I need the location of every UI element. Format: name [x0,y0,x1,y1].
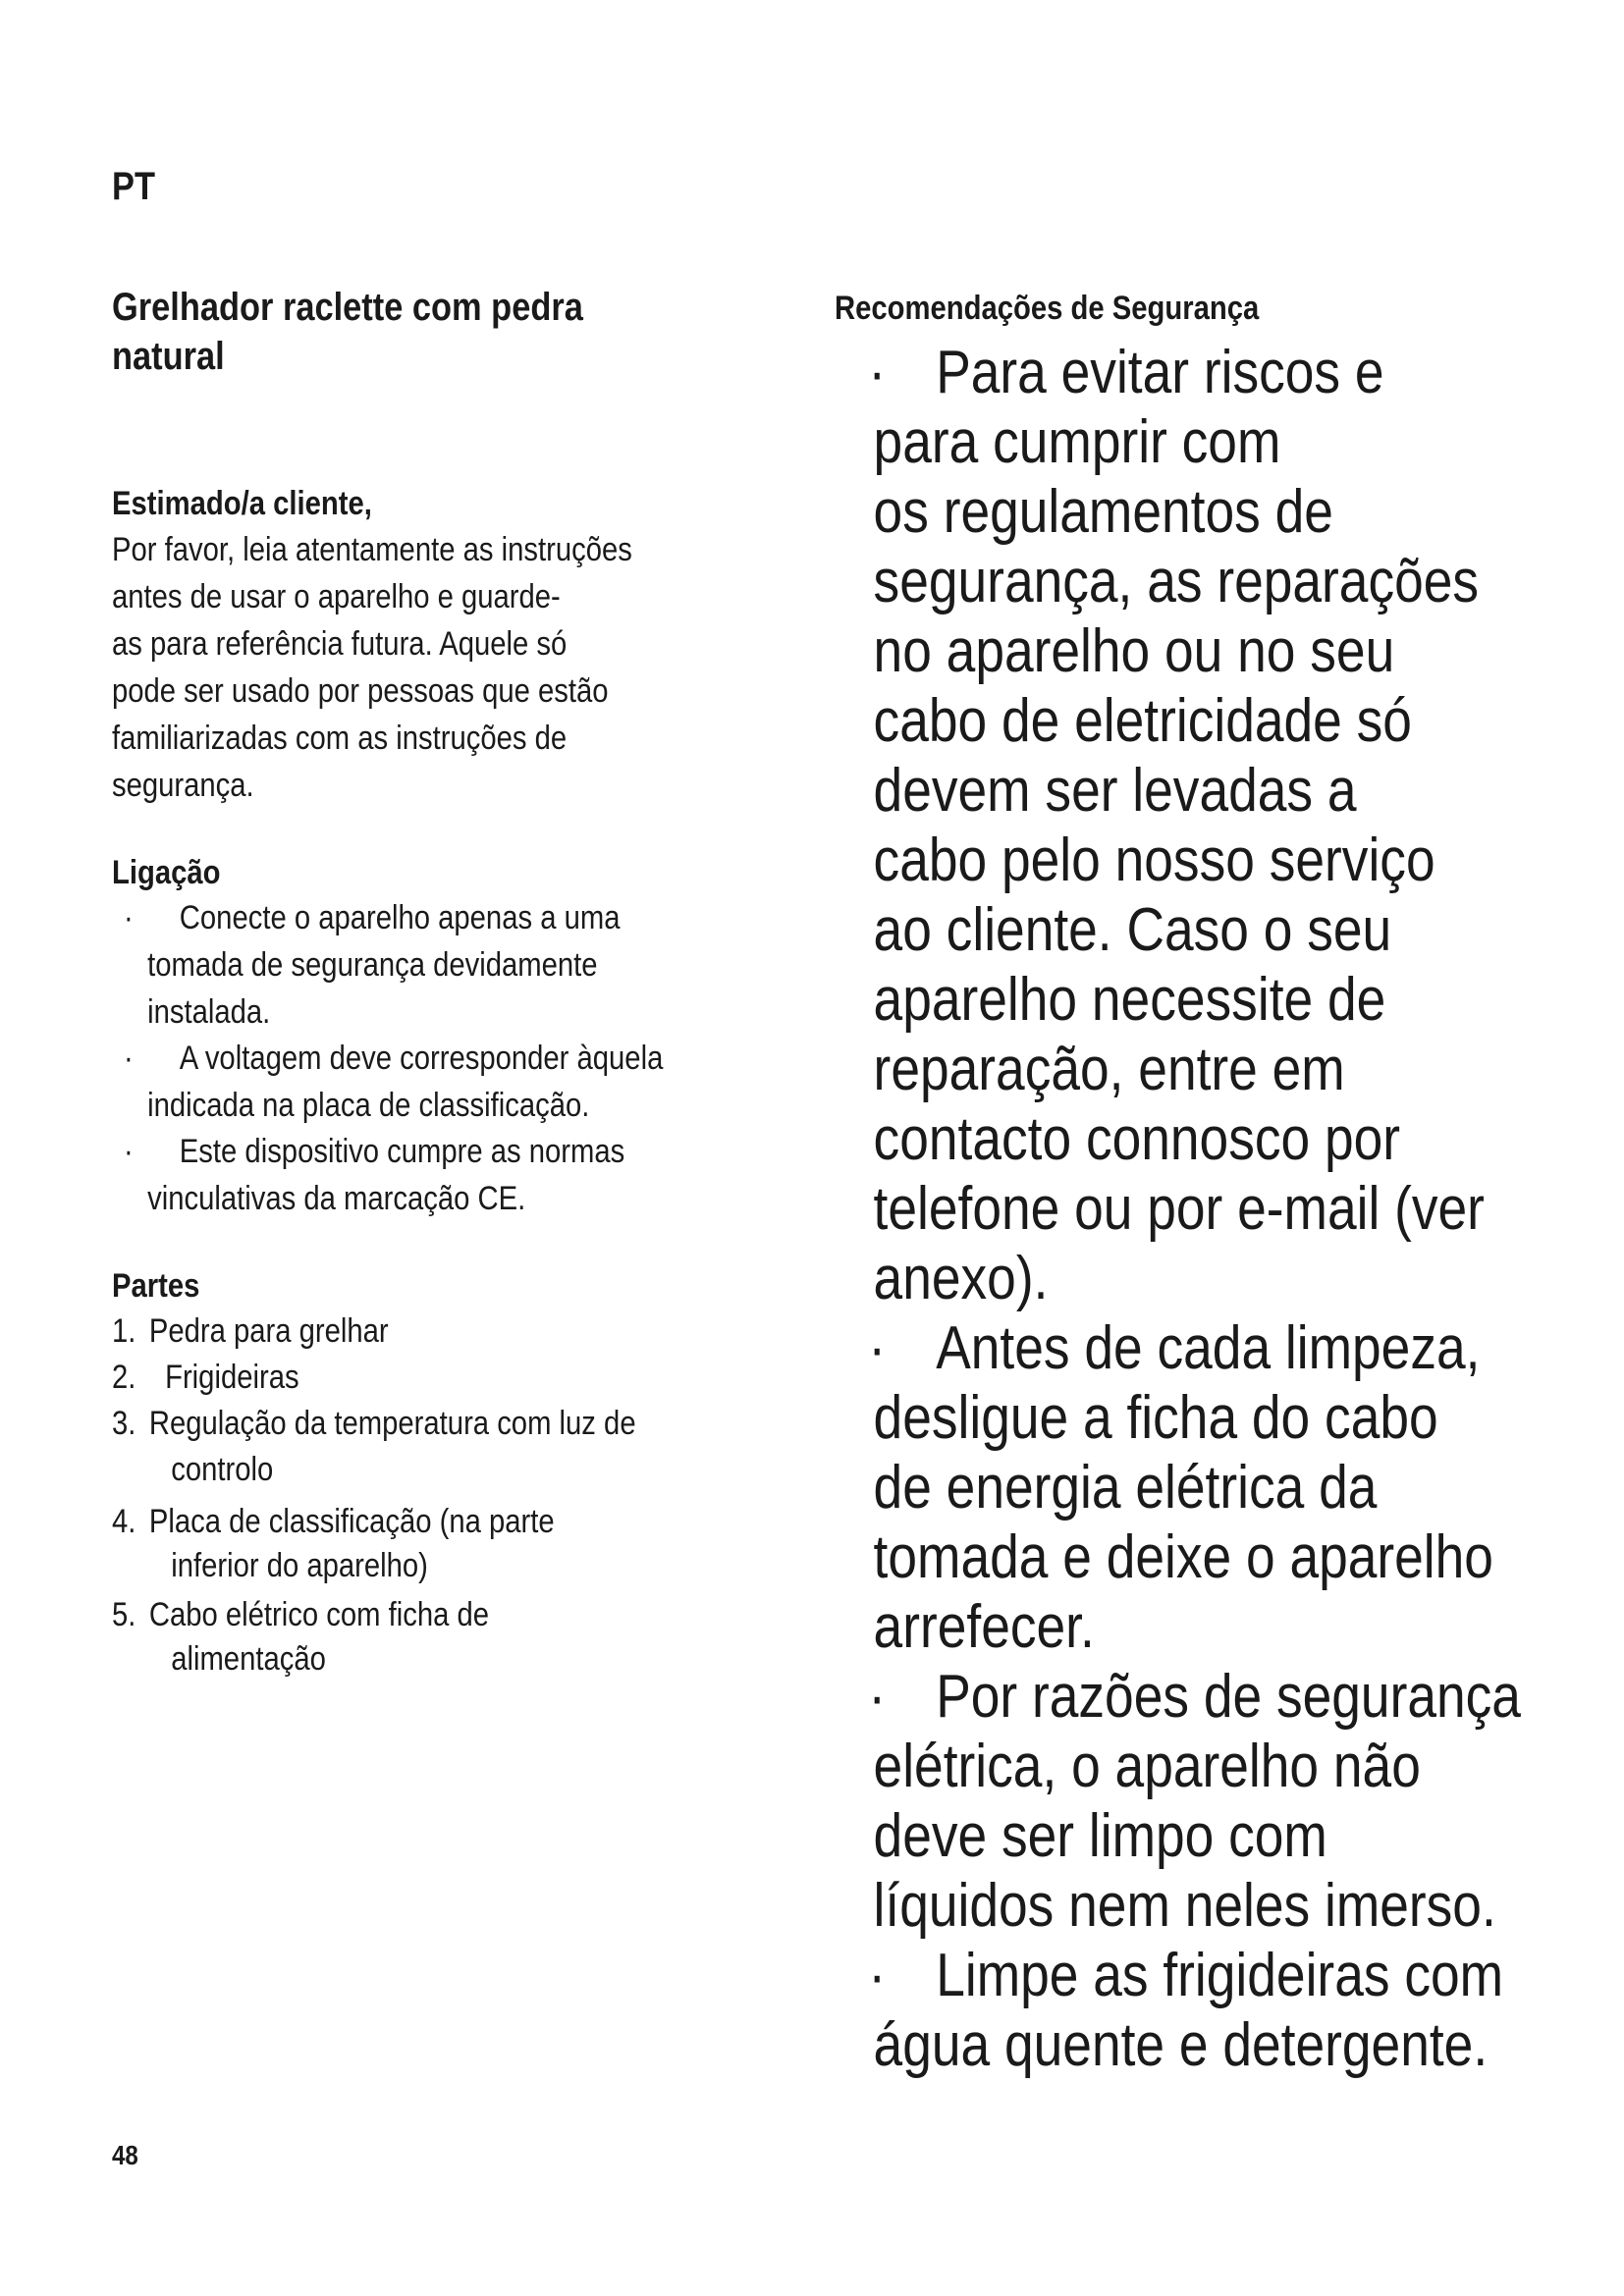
bullet-text: elétrica, o aparelho não [873,1733,1421,1800]
list-item [112,1401,703,1493]
bullet-text: devem ser levadas a [873,757,1357,825]
parts-section [112,1263,703,1680]
bullet-text: instalada. [147,993,271,1031]
bullet-item [112,1036,703,1129]
list-text: Pedra para grelhar [148,1312,389,1350]
list-number: 4. [112,1503,136,1540]
language-code: PT [112,165,155,208]
bullet-text: Por razões de segurança [936,1663,1521,1731]
bullet-text: arrefecer. [873,1593,1095,1661]
bullet-icon: · [868,339,887,406]
safety-bullet [835,1662,1521,1941]
bullet-icon: · [868,1942,887,2009]
list-item [112,1499,703,1586]
bullet-text: desligue a ficha do cabo [873,1384,1438,1452]
list-text: Placa de classificação (na parte [148,1503,555,1540]
bullet-text: deve ser limpo com [873,1802,1327,1870]
intro-line: as para referência futura. Aquele só [112,625,568,663]
list-text: inferior do aparelho) [171,1547,428,1584]
list-number: 1. [112,1312,136,1350]
intro-line: Por favor, leia atentamente as instruções [112,531,632,568]
connection-section [112,850,703,1222]
bullet-item [112,895,703,1036]
bullet-text: líquidos nem neles imerso. [873,1872,1496,1940]
bullet-text: aparelho necessite de [873,966,1386,1034]
bullet-text: Conecte o aparelho apenas a uma [179,899,621,936]
bullet-text: indicada na placa de classificação. [147,1087,590,1124]
bullet-icon: · [124,1133,134,1170]
list-item [112,1592,703,1680]
bullet-text: cabo de eletricidade só [873,687,1412,755]
list-number: 2. [112,1359,136,1396]
bullet-text: Limpe as frigideiras com [936,1942,1504,2009]
bullet-item [112,1129,703,1222]
bullet-icon: · [124,1040,134,1077]
list-item [112,1355,703,1401]
bullet-icon: · [868,1663,887,1731]
safety-bullet [835,1313,1493,1662]
safety-heading: Recomendações de Segurança [835,290,1260,327]
list-item [112,1308,703,1355]
left-column [112,481,703,1721]
bullet-text: Para evitar riscos e [936,339,1384,406]
intro-section [112,481,703,809]
title-line: natural [112,335,225,378]
bullet-text: telefone ou por e-mail (ver [873,1175,1485,1243]
intro-line: segurança. [112,767,254,804]
list-text: Regulação da temperatura com luz de [148,1405,636,1442]
bullet-text: anexo). [873,1245,1049,1312]
connection-heading: Ligação [112,854,221,891]
safety-bullet [835,338,1493,1313]
bullet-text: reparação, entre em [873,1036,1345,1103]
bullet-text: segurança, as reparações [873,548,1480,615]
safety-bullet [835,1941,1504,2080]
bullet-text: de energia elétrica da [873,1454,1378,1522]
bullet-text: para cumprir com [873,408,1281,476]
list-text: alimentação [171,1640,326,1678]
intro-line: pode ser usado por pessoas que estão [112,672,609,710]
right-column [835,287,1521,2080]
bullet-text: contacto connosco por [873,1105,1401,1173]
bullet-text: vinculativas da marcação CE. [147,1180,526,1217]
bullet-text: ao cliente. Caso o seu [873,896,1392,964]
intro-line: familiarizadas com as instruções de [112,720,568,757]
document-title [112,283,583,381]
bullet-text: Este dispositivo cumpre as normas [179,1133,625,1170]
list-text: controlo [171,1451,274,1488]
intro-line: antes de usar o aparelho e guarde- [112,578,561,615]
bullet-text: os regulamentos de [873,478,1333,546]
page-number: 48 [112,2140,138,2170]
bullet-icon: · [124,899,134,936]
list-text: Frigideiras [148,1359,299,1396]
bullet-text: Antes de cada limpeza, [936,1314,1481,1382]
title-line: Grelhador raclette com pedra [112,286,583,329]
list-number: 3. [112,1405,136,1442]
bullet-text: cabo pelo nosso serviço [873,827,1435,894]
bullet-icon: · [868,1314,887,1382]
list-text: Cabo elétrico com ficha de [148,1596,490,1633]
bullet-text: tomada e deixe o aparelho [873,1523,1493,1591]
list-number: 5. [112,1596,136,1633]
bullet-text: no aparelho ou no seu [873,617,1395,685]
bullet-text: água quente e detergente. [873,2011,1489,2079]
parts-heading: Partes [112,1267,200,1305]
bullet-text: tomada de segurança devidamente [147,946,598,984]
bullet-text: A voltagem deve corresponder àquela [179,1040,664,1077]
intro-heading: Estimado/a cliente, [112,485,372,522]
